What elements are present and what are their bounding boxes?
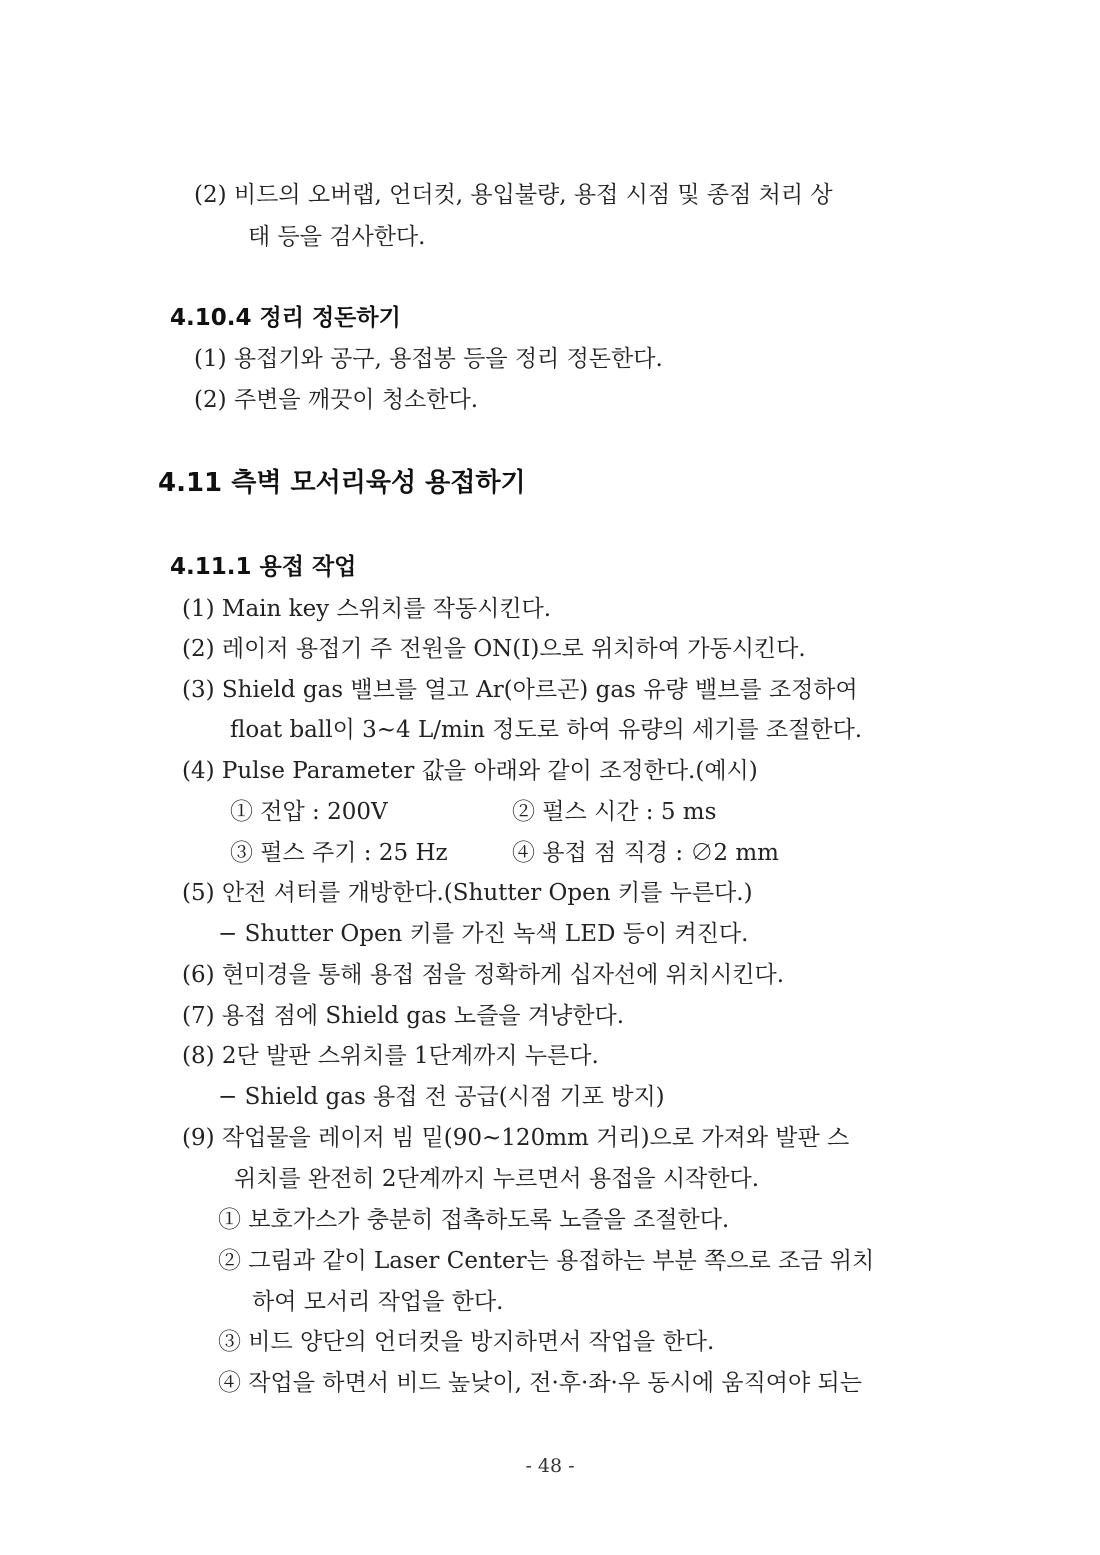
sub-step-2-line-1: ② 그림과 같이 Laser Center는 용접하는 부분 쪽으로 조금 위치 bbox=[218, 1248, 875, 1274]
item-2-line-1: (2) 비드의 오버랩, 언더컷, 용입불량, 용접 시점 및 종점 처리 상 bbox=[194, 182, 833, 208]
step-6: (6) 현미경을 통해 용접 점을 정확하게 십자선에 위치시킨다. bbox=[182, 962, 785, 988]
step-8-note: − Shield gas 용접 전 공급(시점 기포 방지) bbox=[218, 1084, 665, 1110]
sub-step-2-line-2: 하여 모서리 작업을 한다. bbox=[252, 1289, 504, 1315]
param-voltage: ① 전압 : 200V bbox=[230, 799, 388, 825]
step-5: (5) 안전 셔터를 개방한다.(Shutter Open 키를 누른다.) bbox=[182, 880, 753, 906]
sub-step-1: ① 보호가스가 충분히 접촉하도록 노즐을 조절한다. bbox=[218, 1207, 730, 1233]
step-2: (2) 레이저 용접기 주 전원을 ON(Ⅰ)으로 위치하여 가동시킨다. bbox=[182, 636, 806, 662]
param-spot-diameter: ④ 용접 점 직경 : ∅2 mm bbox=[512, 840, 779, 866]
sub-step-4: ④ 작업을 하면서 비드 높낮이, 전·후·좌·우 동시에 움직여야 되는 bbox=[218, 1370, 862, 1396]
step-3-line-2: float ball이 3~4 L/min 정도로 하여 유량의 세기를 조절한다. bbox=[230, 717, 863, 743]
step-4: (4) Pulse Parameter 값을 아래와 같이 조정한다.(예시) bbox=[182, 758, 758, 784]
heading-4-11: 4.11 측벽 모서리육성 용접하기 bbox=[158, 468, 526, 498]
step-5-note: − Shutter Open 키를 가진 녹색 LED 등이 켜진다. bbox=[218, 921, 749, 947]
step-3-line-1: (3) Shield gas 밸브를 열고 Ar(아르곤) gas 유량 밸브를 조정하여 bbox=[182, 677, 858, 703]
sub-step-3: ③ 비드 양단의 언더컷을 방지하면서 작업을 한다. bbox=[218, 1329, 715, 1355]
list-item: (1) 용접기와 공구, 용접봉 등을 정리 정돈한다. bbox=[194, 346, 663, 372]
step-9-line-2: 위치를 완전히 2단계까지 누르면서 용접을 시작한다. bbox=[234, 1166, 760, 1192]
list-item: (2) 주변을 깨끗이 청소한다. bbox=[194, 387, 479, 413]
step-7: (7) 용접 점에 Shield gas 노즐을 겨냥한다. bbox=[182, 1003, 625, 1029]
step-9-line-1: (9) 작업물을 레이저 빔 밑(90~120mm 거리)으로 가져와 발판 스 bbox=[182, 1125, 850, 1151]
step-1: (1) Main key 스위치를 작동시킨다. bbox=[182, 596, 552, 622]
step-8: (8) 2단 발판 스위치를 1단계까지 누른다. bbox=[182, 1043, 599, 1069]
param-pulse-period: ③ 펄스 주기 : 25 Hz bbox=[230, 840, 448, 866]
heading-4-10-4: 4.10.4 정리 정돈하기 bbox=[170, 305, 401, 331]
page-number: - 48 - bbox=[525, 1455, 575, 1477]
item-2-line-2: 태 등을 검사한다. bbox=[248, 224, 426, 250]
param-pulse-time: ② 펄스 시간 : 5 ms bbox=[512, 799, 717, 825]
heading-4-11-1: 4.11.1 용접 작업 bbox=[170, 554, 357, 580]
